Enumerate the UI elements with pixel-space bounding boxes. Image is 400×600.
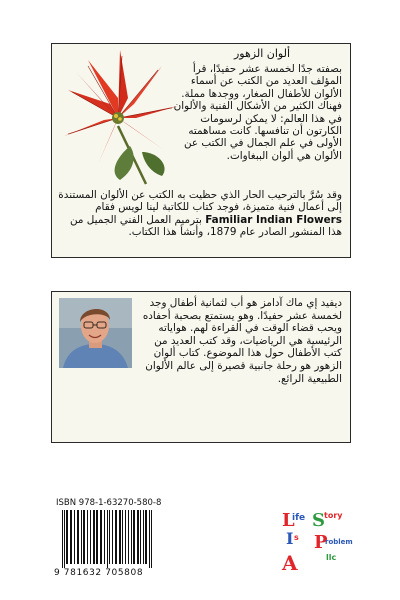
barcode-bar (83, 510, 85, 564)
description-paragraph-2 (58, 189, 342, 239)
author-panel (51, 291, 351, 443)
paragraph-2-text-start: وقد سُرَّ بالترحيب الحار الذي حظيت به الكتب عن الألوان المستندة إلى أعمال فنية متميزة، فوجد كتاب للكاتبة لينا لويس فقام (58, 189, 342, 214)
isbn-barcode (54, 498, 170, 580)
barcode-bar (115, 510, 117, 564)
barcode-bar (149, 510, 150, 568)
description-paragraph-1: بصفته جدًا لخمسة عشر حفيدًا، قرأ المؤلف العديد من الكتب عن أسماء الألوان للأطفال الصغار، ووجدها مملة. فهناك الكثير من الأشكال الفنية والألوان في هذا العالم: لا يمكن لرسومات الكارتون أن تنافسها. كانت مساهمته الأولى في علم الجمال في الكتب عن الألوان هي ألوان الببغاوات. (173, 63, 342, 162)
barcode-bar (74, 510, 75, 564)
barcode-bar (62, 510, 63, 568)
barcode-bar (131, 510, 132, 564)
svg-text:I: I (286, 529, 294, 548)
publisher-logo (280, 504, 354, 576)
barcode-bars (54, 510, 170, 568)
barcode-bar (140, 510, 141, 564)
barcode-bar (100, 510, 102, 564)
barcode-bar (112, 510, 113, 564)
svg-text:roblem: roblem (325, 538, 353, 546)
panel-title: ألوان الزهور (234, 47, 290, 60)
barcode-bar (137, 510, 139, 564)
barcode-bar (66, 510, 68, 564)
barcode-bar (128, 510, 129, 564)
svg-text:llc: llc (326, 553, 337, 562)
barcode-bar (77, 510, 79, 564)
barcode-bar (119, 510, 121, 564)
book-title-reference: Familiar Indian Flowers (205, 213, 342, 226)
poinsettia-illustration (58, 48, 180, 188)
barcode-bar (143, 510, 144, 564)
barcode-bar (109, 510, 110, 564)
author-photo (59, 298, 132, 368)
barcode-digits: 9 781632 705808 (54, 568, 144, 578)
barcode-bar (145, 510, 147, 564)
barcode-bar (107, 510, 108, 568)
barcode-bar (125, 510, 126, 564)
barcode-bar (96, 510, 98, 564)
barcode-bar (64, 510, 65, 568)
barcode-bar (104, 510, 105, 564)
barcode-bar (81, 510, 82, 564)
paragraph-2-text-end: بترميم العمل الفني الجميل من هذا المنشور الصادر عام 1879، وأنشأ هذا الكتاب. (70, 213, 342, 239)
barcode-bar (151, 510, 152, 568)
svg-text:s: s (294, 533, 299, 542)
svg-text:P: P (314, 532, 328, 553)
isbn-label: ISBN 978-1-63270-580-8 (56, 498, 162, 508)
svg-text:S: S (312, 510, 325, 531)
svg-text:tory: tory (324, 511, 343, 520)
barcode-bar (93, 510, 95, 564)
svg-text:ife: ife (292, 513, 306, 523)
barcode-bar (133, 510, 135, 564)
svg-text:L: L (282, 510, 295, 531)
barcode-bar (70, 510, 72, 564)
barcode-bar (90, 510, 91, 564)
barcode-bar (87, 510, 88, 564)
barcode-bar (122, 510, 123, 564)
author-bio: ديفيد إي ماك آدامز هو أب لثمانية أطفال وجد لخمسة عشر حفيدًا. وهو يستمتع بصحبة أحفاده ويحب قضاء الوقت في القراءة لهم. هواياته الرئيسية هي الرياضيات، وقد كتب العديد من كتب الأطفال حول هذا الموضوع. كتاب ألوان الزهور هو رحلة جانبية قصيرة إلى عالم الألوان الطبيعية الرائع. (142, 297, 342, 385)
description-panel (51, 43, 351, 258)
svg-text:A: A (282, 551, 298, 575)
